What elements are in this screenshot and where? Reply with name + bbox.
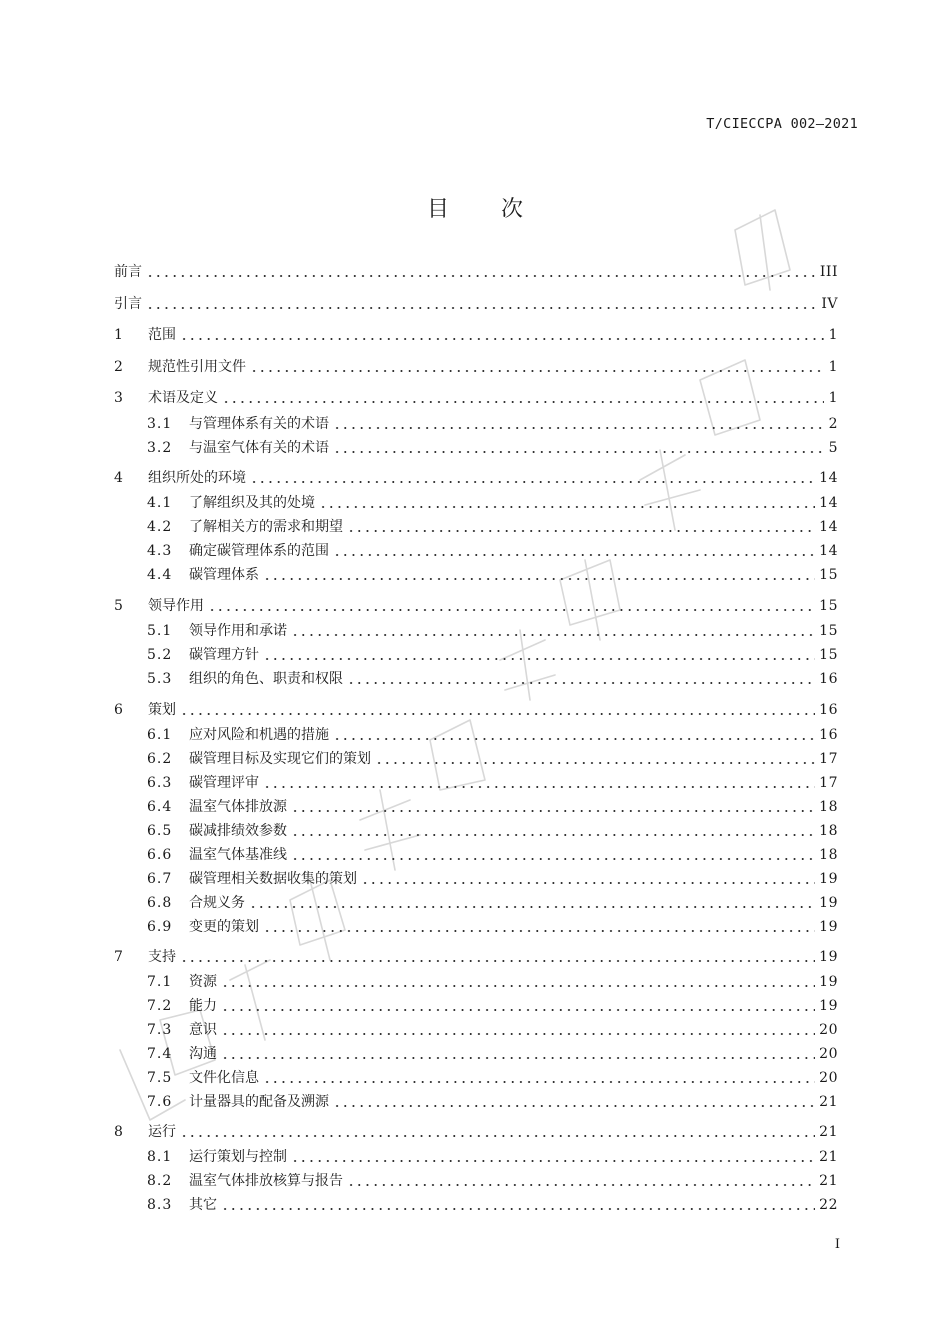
toc-section-row[interactable] [114, 386, 838, 408]
toc-subsection-row[interactable] [147, 1090, 838, 1112]
toc-entry-title: 了解相关方的需求和期望 [189, 519, 343, 535]
toc-subsection-row[interactable] [147, 1193, 838, 1215]
toc-section-row[interactable] [114, 698, 838, 720]
toc-subsection-row[interactable] [147, 491, 838, 513]
toc-subsection-row[interactable] [147, 515, 838, 537]
toc-entry-number: 4.3 [147, 543, 173, 559]
toc-section-row[interactable] [114, 945, 838, 967]
toc-entry-number: 7.5 [147, 1070, 173, 1086]
toc-entry-number: 7.6 [147, 1094, 173, 1110]
toc-dot-leader [250, 370, 824, 372]
toc-dot-leader [263, 786, 815, 788]
toc-entry-number: 8.1 [147, 1149, 173, 1165]
toc-entry-number: 4 [114, 470, 123, 486]
toc-entry-page: 21 [819, 1094, 838, 1110]
toc-subsection-row[interactable] [147, 747, 838, 769]
toc-entry-title: 领导作用 [148, 598, 204, 614]
toc-entry-number: 8 [114, 1124, 123, 1140]
toc-dot-leader [180, 713, 815, 715]
toc-entry-title: 资源 [189, 974, 217, 990]
toc-entry-number: 6.1 [147, 727, 173, 743]
toc-entry-page: 14 [819, 470, 838, 486]
toc-entry-number: 7.1 [147, 974, 173, 990]
toc-entry-title: 领导作用和承诺 [189, 623, 287, 639]
toc-entry-number: 7.4 [147, 1046, 173, 1062]
toc-subsection-row[interactable] [147, 843, 838, 865]
toc-entry-page: 1 [828, 327, 838, 343]
toc-entry-page: 19 [819, 919, 838, 935]
toc-entry-title: 温室气体排放核算与报告 [189, 1173, 343, 1189]
toc-entry-title: 策划 [148, 702, 176, 718]
toc-entry-title: 意识 [189, 1022, 217, 1038]
toc-dot-leader [250, 481, 815, 483]
toc-subsection-row[interactable] [147, 795, 838, 817]
toc-subsection-row[interactable] [147, 1018, 838, 1040]
toc-entry-number: 6.4 [147, 799, 173, 815]
toc-dot-leader [347, 530, 815, 532]
toc-entry-page: 21 [819, 1149, 838, 1165]
toc-entry-title: 碳管理体系 [189, 567, 259, 583]
toc-subsection-row[interactable] [147, 819, 838, 841]
toc-dot-leader [333, 738, 815, 740]
toc-dot-leader [333, 427, 824, 429]
toc-dot-leader [249, 906, 815, 908]
toc-dot-leader [291, 810, 815, 812]
toc-entry-page: 1 [828, 390, 838, 406]
toc-entry-page: 18 [819, 799, 838, 815]
toc-entry-page: 17 [819, 775, 838, 791]
toc-entry-page: 1 [828, 359, 838, 375]
toc-entry-title: 计量器具的配备及溯源 [189, 1094, 329, 1110]
toc-dot-leader [375, 762, 815, 764]
toc-entry-title: 与管理体系有关的术语 [189, 416, 329, 432]
toc-entry-number: 6.5 [147, 823, 173, 839]
toc-subsection-row[interactable] [147, 436, 838, 458]
toc-section-row[interactable] [114, 323, 838, 345]
toc-entry-title: 碳管理目标及实现它们的策划 [189, 751, 371, 767]
toc-entry-number: 6.7 [147, 871, 173, 887]
toc-dot-leader [263, 658, 815, 660]
toc-entry-title: 范围 [148, 327, 176, 343]
toc-subsection-row[interactable] [147, 867, 838, 889]
toc-entry-page: 14 [819, 519, 838, 535]
toc-dot-leader [146, 307, 817, 309]
toc-section-row[interactable] [114, 1120, 838, 1142]
toc-dot-leader [221, 1033, 815, 1035]
table-of-contents [114, 0, 838, 1344]
toc-entry-title: 组织所处的环境 [148, 470, 246, 486]
toc-entry-title: 碳管理评审 [189, 775, 259, 791]
toc-entry-number: 7.3 [147, 1022, 173, 1038]
toc-entry-number: 3.1 [147, 416, 173, 432]
toc-entry-number: 6.8 [147, 895, 173, 911]
toc-entry-title: 文件化信息 [189, 1070, 259, 1086]
toc-entry-number: 5.2 [147, 647, 173, 663]
toc-entry-number: 6.9 [147, 919, 173, 935]
toc-entry-page: 2 [828, 416, 838, 432]
toc-entry-page: 19 [819, 998, 838, 1014]
toc-dot-leader [291, 634, 815, 636]
toc-dot-leader [146, 275, 816, 277]
toc-entry-page: 21 [819, 1124, 838, 1140]
toc-subsection-row[interactable] [147, 563, 838, 585]
toc-dot-leader [291, 858, 815, 860]
toc-entry-page: 20 [819, 1070, 838, 1086]
toc-entry-number: 8.3 [147, 1197, 173, 1213]
toc-subsection-row[interactable] [147, 667, 838, 689]
toc-section-row[interactable] [114, 466, 838, 488]
toc-dot-leader [263, 578, 815, 580]
toc-subsection-row[interactable] [147, 539, 838, 561]
toc-dot-leader [221, 1208, 815, 1210]
toc-entry-title: 碳管理相关数据收集的策划 [189, 871, 357, 887]
toc-entry-page: 16 [819, 671, 838, 687]
page-number: I [834, 1237, 840, 1252]
toc-dot-leader [222, 401, 824, 403]
toc-entry-page: 19 [819, 871, 838, 887]
toc-entry-number: 2 [114, 359, 123, 375]
toc-entry-number: 7 [114, 949, 123, 965]
toc-entry-number: 5.1 [147, 623, 173, 639]
toc-entry-title: 引言 [114, 296, 142, 312]
toc-entry-title: 组织的角色、职责和权限 [189, 671, 343, 687]
toc-entry-page: 5 [828, 440, 838, 456]
toc-entry-page: 17 [819, 751, 838, 767]
toc-subsection-row[interactable] [147, 412, 838, 434]
toc-entry-title: 前言 [114, 264, 142, 280]
toc-entry-title: 与温室气体有关的术语 [189, 440, 329, 456]
toc-subsection-row[interactable] [147, 994, 838, 1016]
toc-subsection-row[interactable] [147, 915, 838, 937]
standard-code: T/CIECCPA 002—2021 [706, 116, 858, 132]
toc-entry-title: 支持 [148, 949, 176, 965]
toc-entry-title: 规范性引用文件 [148, 359, 246, 375]
toc-entry-number: 6.3 [147, 775, 173, 791]
toc-entry-title: 沟通 [189, 1046, 217, 1062]
toc-entry-title: 碳管理方针 [189, 647, 259, 663]
toc-dot-leader [347, 1184, 815, 1186]
toc-dot-leader [263, 1081, 815, 1083]
toc-entry-page: 15 [819, 647, 838, 663]
toc-dot-leader [180, 1135, 815, 1137]
toc-entry-title: 应对风险和机遇的措施 [189, 727, 329, 743]
toc-dot-leader [291, 1160, 815, 1162]
toc-subsection-row[interactable] [147, 1169, 838, 1191]
toc-entry-page: 20 [819, 1046, 838, 1062]
toc-entry-number: 4.4 [147, 567, 173, 583]
toc-section-row[interactable] [114, 292, 838, 314]
toc-entry-page: 19 [819, 895, 838, 911]
toc-entry-page: 16 [819, 702, 838, 718]
toc-dot-leader [180, 960, 815, 962]
toc-dot-leader [180, 338, 824, 340]
toc-entry-title: 能力 [189, 998, 217, 1014]
toc-entry-page: III [819, 264, 838, 280]
toc-entry-page: 15 [819, 567, 838, 583]
toc-entry-title: 碳减排绩效参数 [189, 823, 287, 839]
toc-entry-number: 3.2 [147, 440, 173, 456]
toc-section-row[interactable] [114, 594, 838, 616]
toc-subsection-row[interactable] [147, 1042, 838, 1064]
toc-entry-page: 21 [819, 1173, 838, 1189]
toc-dot-leader [333, 554, 815, 556]
toc-subsection-row[interactable] [147, 1145, 838, 1167]
toc-entry-title: 运行 [148, 1124, 176, 1140]
toc-entry-number: 4.1 [147, 495, 173, 511]
toc-dot-leader [333, 1105, 815, 1107]
toc-entry-page: IV [821, 296, 838, 312]
toc-entry-page: 18 [819, 823, 838, 839]
toc-entry-page: 15 [819, 598, 838, 614]
toc-subsection-row[interactable] [147, 771, 838, 793]
toc-section-row[interactable] [114, 260, 838, 282]
toc-subsection-row[interactable] [147, 891, 838, 913]
toc-dot-leader [333, 451, 824, 453]
toc-dot-leader [361, 882, 815, 884]
toc-entry-title: 合规义务 [189, 895, 245, 911]
toc-entry-title: 温室气体基准线 [189, 847, 287, 863]
toc-subsection-row[interactable] [147, 723, 838, 745]
toc-entry-page: 15 [819, 623, 838, 639]
toc-entry-page: 18 [819, 847, 838, 863]
toc-entry-page: 20 [819, 1022, 838, 1038]
toc-entry-page: 16 [819, 727, 838, 743]
toc-subsection-row[interactable] [147, 970, 838, 992]
toc-section-row[interactable] [114, 355, 838, 377]
toc-subsection-row[interactable] [147, 619, 838, 641]
toc-entry-number: 6 [114, 702, 123, 718]
toc-entry-title: 温室气体排放源 [189, 799, 287, 815]
toc-entry-page: 19 [819, 974, 838, 990]
toc-entry-number: 5 [114, 598, 123, 614]
toc-dot-leader [291, 834, 815, 836]
toc-entry-title: 运行策划与控制 [189, 1149, 287, 1165]
toc-entry-number: 1 [114, 327, 123, 343]
toc-entry-number: 7.2 [147, 998, 173, 1014]
toc-dot-leader [221, 1057, 815, 1059]
toc-entry-title: 其它 [189, 1197, 217, 1213]
toc-dot-leader [347, 682, 815, 684]
toc-dot-leader [221, 1009, 815, 1011]
toc-entry-page: 14 [819, 543, 838, 559]
toc-entry-number: 3 [114, 390, 123, 406]
toc-dot-leader [208, 609, 815, 611]
toc-entry-number: 6.2 [147, 751, 173, 767]
toc-entry-page: 14 [819, 495, 838, 511]
toc-entry-title: 术语及定义 [148, 390, 218, 406]
toc-entry-number: 4.2 [147, 519, 173, 535]
toc-entry-title: 了解组织及其的处境 [189, 495, 315, 511]
toc-entry-title: 确定碳管理体系的范围 [189, 543, 329, 559]
toc-subsection-row[interactable] [147, 643, 838, 665]
toc-entry-title: 变更的策划 [189, 919, 259, 935]
toc-entry-number: 6.6 [147, 847, 173, 863]
toc-entry-page: 22 [819, 1197, 838, 1213]
toc-dot-leader [221, 985, 815, 987]
toc-entry-number: 5.3 [147, 671, 173, 687]
toc-title: 目次 [426, 197, 575, 222]
toc-entry-number: 8.2 [147, 1173, 173, 1189]
toc-dot-leader [263, 930, 815, 932]
toc-subsection-row[interactable] [147, 1066, 838, 1088]
toc-entry-page: 19 [819, 949, 838, 965]
toc-dot-leader [319, 506, 815, 508]
